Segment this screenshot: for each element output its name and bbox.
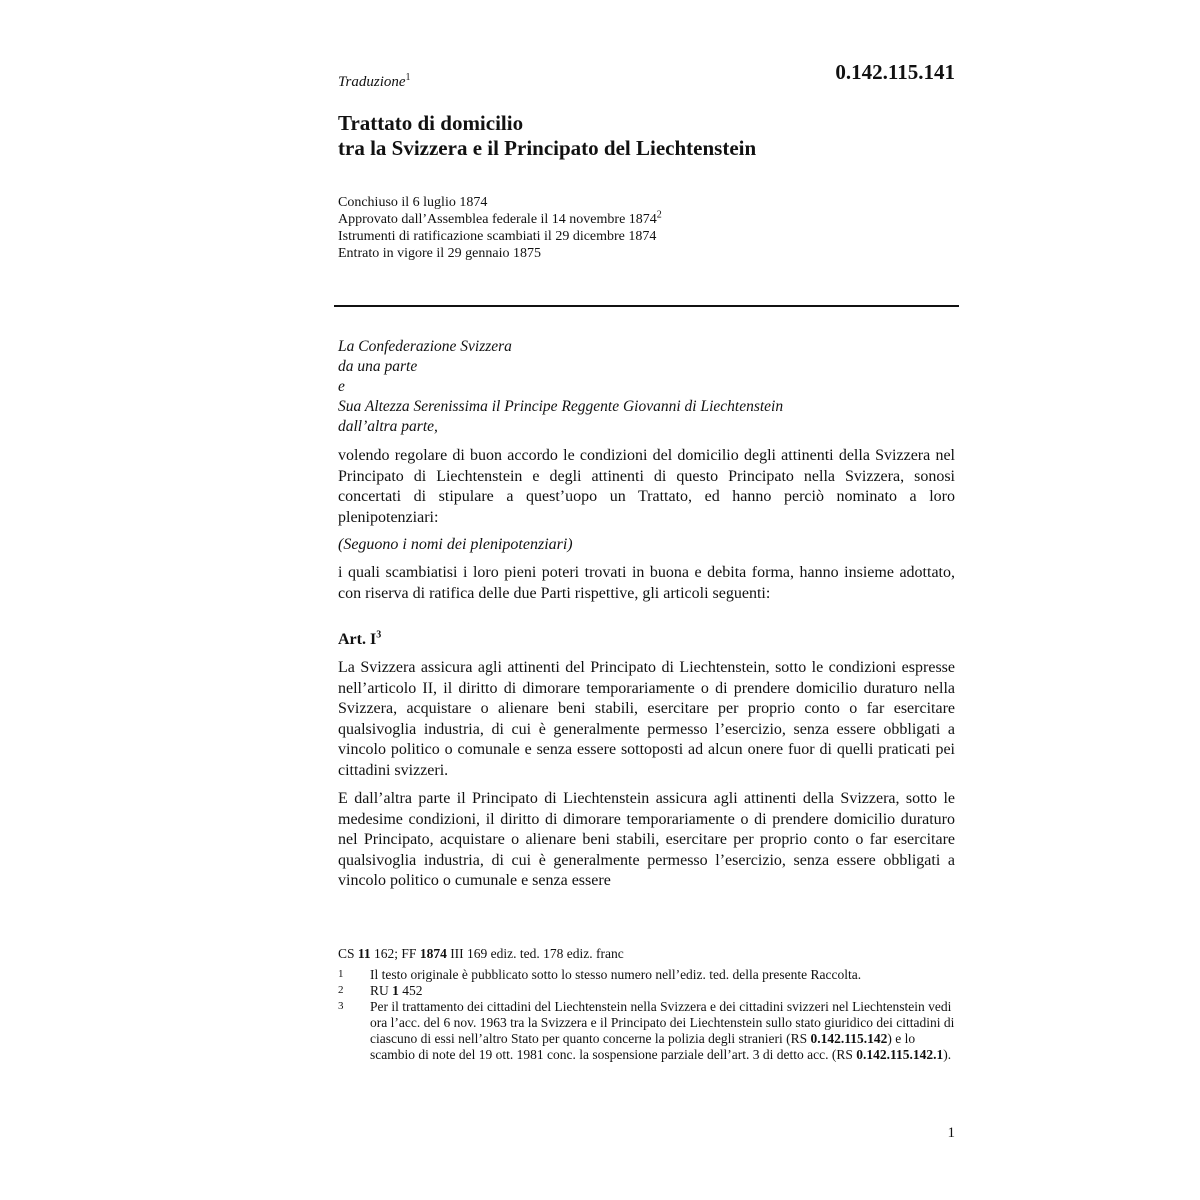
- article-paragraph-2: E dall’altra parte il Principato di Liechtenstein assicura agli attinenti della Svizzera, sotto le medesime condizioni, il diritto di dimorare temporariamente o di prendere domicilio duraturo nel Principato, acquistare o alienare beni stabili, esercitare per proprio conto o far esercitare qualsivoglia industria, di cui è generalmente permesso l’esercizio, senza essere obbligati a vincolo politico o cumunale e senza essere: [338, 790, 955, 889]
- in-force-date: Entrato in vigore il 29 gennaio 1875: [338, 246, 541, 261]
- approved-date: [338, 211, 958, 228]
- preamble-paragraph-2: (Seguono i nomi dei plenipotenziari): [338, 536, 573, 553]
- footnote-ref-2[interactable]: 2: [656, 209, 662, 221]
- footnote-2: [338, 983, 955, 999]
- footnote-3-rs-a[interactable]: 0.142.115.142: [810, 1031, 888, 1046]
- document-title: [338, 111, 958, 161]
- footnote-2-volume: 1: [392, 983, 399, 998]
- article-heading: [338, 631, 381, 649]
- footnote-ref-1[interactable]: 1: [405, 72, 411, 83]
- party-line-1: La Confederazione Svizzera: [338, 338, 512, 355]
- footnote-3-text-c: ).: [943, 1047, 952, 1062]
- preamble-paragraph-1: volendo regolare di buon accordo le condizioni del domicilio degli attinenti della Svizzera nel Principato di Liechtenstein e degli attinenti di questo Principato nella Svizzera, sonosi concertati di stipulare a quest’uopo un Trattato, ed hanno perciò nominato a loro plenipotenziari:: [338, 447, 955, 526]
- party-line-4: Sua Altezza Serenissima il Principe Reggente Giovanni di Liechtenstein: [338, 398, 784, 415]
- footnote-text: [370, 983, 955, 999]
- title-line-2: tra la Svizzera e il Principato del Liechtenstein: [338, 136, 757, 160]
- footnote-2-page: 452: [402, 983, 423, 998]
- footnote-text: Il testo originale è pubblicato sotto lo stesso numero nell’ediz. ted. della presente Raccolta.: [370, 967, 862, 982]
- footnote-3-text-a: Per il trattamento dei cittadini del Liechtenstein nella Svizzera e dei cittadini svizzeri nel Liechtenstein vedi ora l’acc. del 6 nov. 1963 tra la Svizzera e il Principato dei Liechtenstein sullo stato giuridico dei cittadini di ciascuno di essi nell’altro Stato per quanto concerne la polizia degli stranieri (RS: [370, 999, 955, 1046]
- ref-cs-page: 162; FF: [374, 946, 417, 961]
- article-paragraph-1: La Svizzera assicura agli attinenti del Principato di Liechtenstein, sotto le condizioni espresse nell’articolo II, il diritto di dimorare temporariamente o di prendere domicilio duraturo nella Svizzera, acquistare o alienare beni stabili, esercitare per proprio conto o far esercitare qualsivoglia industria, di cui è generalmente permesso l’esercizio, senza essere obbligati a vincolo politico o comunale e senza essere sottoposti ad alcun onere fuor di quelli praticati pei cittadini svizzeri.: [338, 659, 955, 779]
- footnote-3: [338, 999, 955, 1063]
- footnote-number: 3: [338, 1000, 344, 1012]
- footnote-number: 1: [338, 968, 344, 980]
- party-line-5: dall’altra parte,: [338, 418, 438, 435]
- footnote-text: [370, 999, 955, 1063]
- sr-number: 0.142.115.141: [835, 60, 955, 84]
- title-line-1: Trattato di domicilio: [338, 111, 524, 135]
- horizontal-rule: [334, 305, 959, 307]
- footnote-ref-3[interactable]: 3: [376, 629, 382, 641]
- translation-label: [338, 74, 411, 91]
- ref-rest: III 169 ediz. ted. 178 ediz. franc: [450, 946, 624, 961]
- approved-text: Approvato dall’Assemblea federale il 14 novembre 1874: [338, 212, 657, 227]
- footnote-number: 2: [338, 984, 344, 996]
- treaty-parties: [338, 337, 958, 437]
- footnote-3-rs-b[interactable]: 0.142.115.142.1: [856, 1047, 944, 1062]
- ref-ff-year: 1874: [419, 946, 447, 961]
- footnote-2-prefix: RU: [370, 983, 389, 998]
- page-number: 1: [947, 1125, 955, 1141]
- source-reference: [338, 946, 955, 962]
- party-line-3: e: [338, 378, 345, 395]
- article-heading-text: Art. I: [338, 631, 377, 648]
- concluded-date: Conchiuso il 6 luglio 1874: [338, 195, 488, 210]
- ratification-date: Istrumenti di ratificazione scambiati il 29 dicembre 1874: [338, 229, 657, 244]
- translation-text: Traduzione: [338, 74, 406, 90]
- footnotes: [338, 946, 955, 1063]
- ref-cs: CS: [338, 946, 355, 961]
- ref-cs-volume: 11: [357, 946, 371, 961]
- footnote-3-text-b: ) e lo scambio di note del 19 ott. 1981 conc. la sospensione parziale dell’art. 3 di detto acc. (RS: [370, 1031, 916, 1062]
- preamble-paragraph-3: i quali scambiatisi i loro pieni poteri trovati in buona e debita forma, hanno insieme adottato, con riserva di ratifica delle due Parti rispettive, gli articoli seguenti:: [338, 564, 955, 602]
- treaty-dates: [338, 194, 958, 262]
- footnote-1: [338, 967, 955, 983]
- party-line-2: da una parte: [338, 358, 418, 375]
